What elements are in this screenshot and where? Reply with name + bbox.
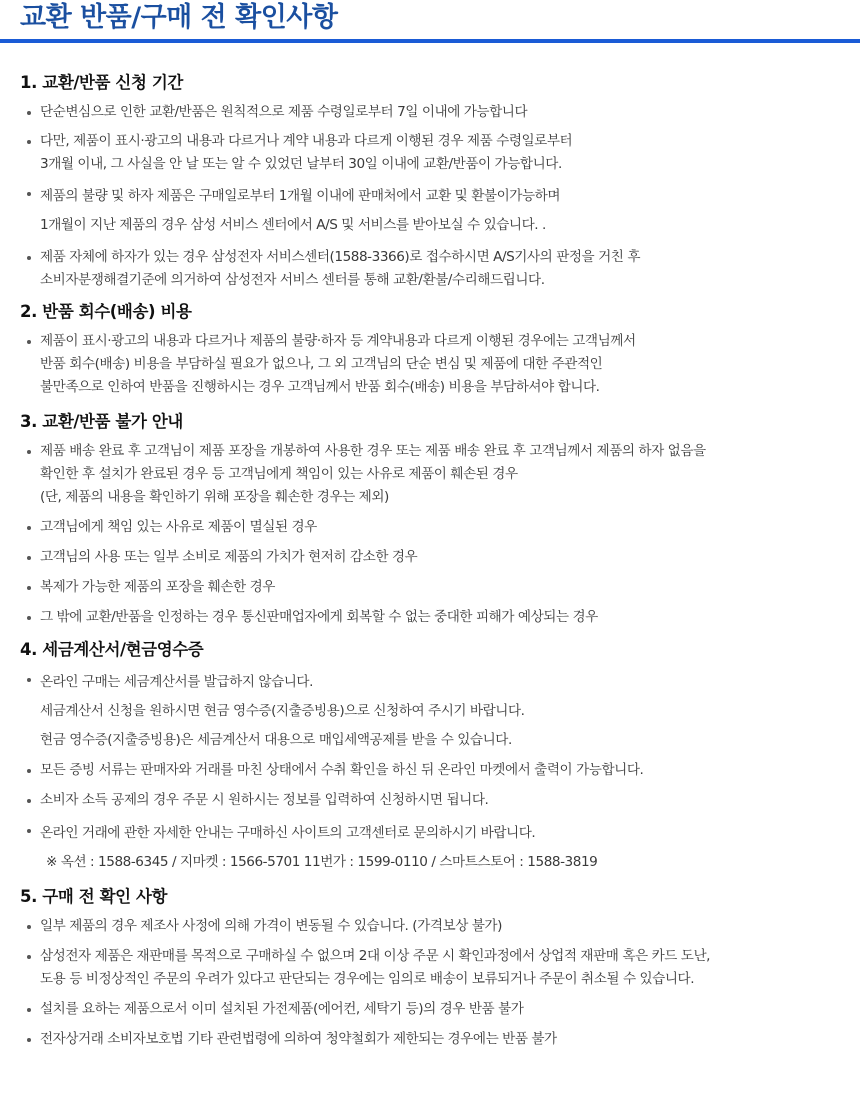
section-return-period — [20, 69, 838, 292]
section-list — [20, 101, 838, 292]
item-text: 전자상거래 소비자보호법 기타 관련법령에 의하여 청약철회가 제한되는 경우에는 반품 불가 — [40, 1031, 557, 1047]
list-item — [20, 576, 838, 599]
page-header — [0, 0, 860, 46]
item-text: 온라인 구매는 세금계산서를 발급하지 않습니다. — [40, 674, 313, 690]
list-item — [20, 668, 838, 755]
item-text: 단순변심으로 인한 교환/반품은 원칙적으로 제품 수령일로부터 7일 이내에 가능합니다 — [40, 104, 528, 120]
item-text: 현금 영수증(지출증빙용)은 세금계산서 대용으로 매입세액공제를 받을 수 있습니다. — [40, 732, 512, 748]
item-text: 불만족으로 인하여 반품을 진행하시는 경우 고객님께서 반품 회수(배송) 비용을 부담하셔야 합니다. — [40, 379, 600, 395]
item-text: 도용 등 비정상적인 주문의 우려가 있다고 판단되는 경우에는 임의로 배송이 보류되거나 주문이 취소될 수 있습니다. — [40, 971, 695, 987]
item-text: 확인한 후 설치가 완료된 경우 등 고객님에게 책임이 있는 사유로 제품이 훼손된 경우 — [40, 466, 518, 482]
list-item — [20, 819, 838, 877]
section-title: 4. 세금계산서/현금영수증 — [20, 640, 204, 659]
section-return-not-allowed — [20, 408, 838, 629]
page-title: 교환 반품/구매 전 확인사항 — [20, 2, 338, 33]
item-text: 고객님에게 책임 있는 사유로 제품이 멸실된 경우 — [40, 519, 317, 535]
item-text: 3개월 이내, 그 사실을 안 날 또는 알 수 있었던 날부터 30일 이내에 교환/반품이 가능합니다. — [40, 156, 562, 172]
section-title: 1. 교환/반품 신청 기간 — [20, 73, 183, 92]
item-text: 제품 배송 완료 후 고객님이 제품 포장을 개봉하여 사용한 경우 또는 제품 배송 완료 후 고객님께서 제품의 하자 없음을 — [40, 443, 706, 459]
contact-numbers-note: ※ 옥션 : 1588-6345 / 지마켓 : 1566-5701 11번가 : 1599-0110 / 스마트스토어 : 1588-3819 — [46, 854, 598, 870]
list-item — [20, 246, 838, 292]
item-text: 소비자분쟁해결기준에 의거하여 삼성전자 서비스 센터를 통해 교환/환불/수리해드립니다. — [40, 272, 545, 288]
list-item — [20, 330, 838, 399]
item-text: 세금계산서 신청을 원하시면 현금 영수증(지출증빙용)으로 신청하여 주시기 바랍니다. — [40, 703, 525, 719]
list-item — [20, 606, 838, 629]
item-text: 설치를 요하는 제품으로서 이미 설치된 가전제품(에어컨, 세탁기 등)의 경우 반품 불가 — [40, 1001, 524, 1017]
item-text: 1개월이 지난 제품의 경우 삼성 서비스 센터에서 A/S 및 서비스를 받아보실 수 있습니다. . — [40, 217, 546, 233]
item-text: 제품이 표시·광고의 내용과 다르거나 제품의 불량·하자 등 계약내용과 다르게 이행된 경우에는 고객님께서 — [40, 333, 636, 349]
item-text: 제품의 불량 및 하자 제품은 구매일로부터 1개월 이내에 판매처에서 교환 및 환불이가능하며 — [40, 188, 560, 204]
list-item — [20, 101, 838, 124]
list-item — [20, 945, 838, 991]
item-text: 소비자 소득 공제의 경우 주문 시 원하시는 정보를 입력하여 신청하시면 됩니다. — [40, 792, 489, 808]
header-divider — [0, 39, 860, 43]
item-text: 온라인 거래에 관한 자세한 안내는 구매하신 사이트의 고객센터로 문의하시기 바랍니다. — [40, 825, 536, 841]
notice-content — [0, 69, 860, 1051]
list-item — [20, 440, 838, 509]
section-return-shipping-cost — [20, 298, 838, 399]
list-item — [20, 789, 838, 812]
section-title: 3. 교환/반품 불가 안내 — [20, 412, 183, 431]
item-text: 복제가 가능한 제품의 포장을 훼손한 경우 — [40, 579, 275, 595]
list-item — [20, 516, 838, 539]
section-tax-invoice-receipt — [20, 636, 838, 877]
section-list — [20, 330, 838, 399]
list-item — [20, 130, 838, 176]
item-text: 고객님의 사용 또는 일부 소비로 제품의 가치가 현저히 감소한 경우 — [40, 549, 418, 565]
item-text: 모든 증빙 서류는 판매자와 거래를 마친 상태에서 수취 확인을 하신 뒤 온라인 마켓에서 출력이 가능합니다. — [40, 762, 644, 778]
list-item — [20, 998, 838, 1021]
list-item — [20, 1028, 838, 1051]
section-list — [20, 668, 838, 877]
item-text: 일부 제품의 경우 제조사 사정에 의해 가격이 변동될 수 있습니다. (가격보상 불가) — [40, 918, 502, 934]
list-item — [20, 759, 838, 782]
section-pre-purchase-check — [20, 883, 838, 1051]
list-item — [20, 915, 838, 938]
section-title: 5. 구매 전 확인 사항 — [20, 887, 168, 906]
section-list — [20, 440, 838, 629]
item-text: 제품 자체에 하자가 있는 경우 삼성전자 서비스센터(1588-3366)로 접수하시면 A/S기사의 판정을 거친 후 — [40, 249, 641, 265]
section-title: 2. 반품 회수(배송) 비용 — [20, 302, 192, 321]
list-item — [20, 546, 838, 569]
item-text: 반품 회수(배송) 비용을 부담하실 필요가 없으나, 그 외 고객님의 단순 변심 및 제품에 대한 주관적인 — [40, 356, 603, 372]
item-text: 다만, 제품이 표시·광고의 내용과 다르거나 계약 내용과 다르게 이행된 경우 제품 수령일로부터 — [40, 133, 573, 149]
list-item — [20, 182, 838, 240]
item-text: 그 밖에 교환/반품을 인정하는 경우 통신판매업자에게 회복할 수 없는 중대한 피해가 예상되는 경우 — [40, 609, 598, 625]
section-list — [20, 915, 838, 1051]
item-text: (단, 제품의 내용을 확인하기 위해 포장을 훼손한 경우는 제외) — [40, 489, 389, 505]
item-text: 삼성전자 제품은 재판매를 목적으로 구매하실 수 없으며 2대 이상 주문 시 확인과정에서 상업적 재판매 혹은 카드 도난, — [40, 948, 711, 964]
